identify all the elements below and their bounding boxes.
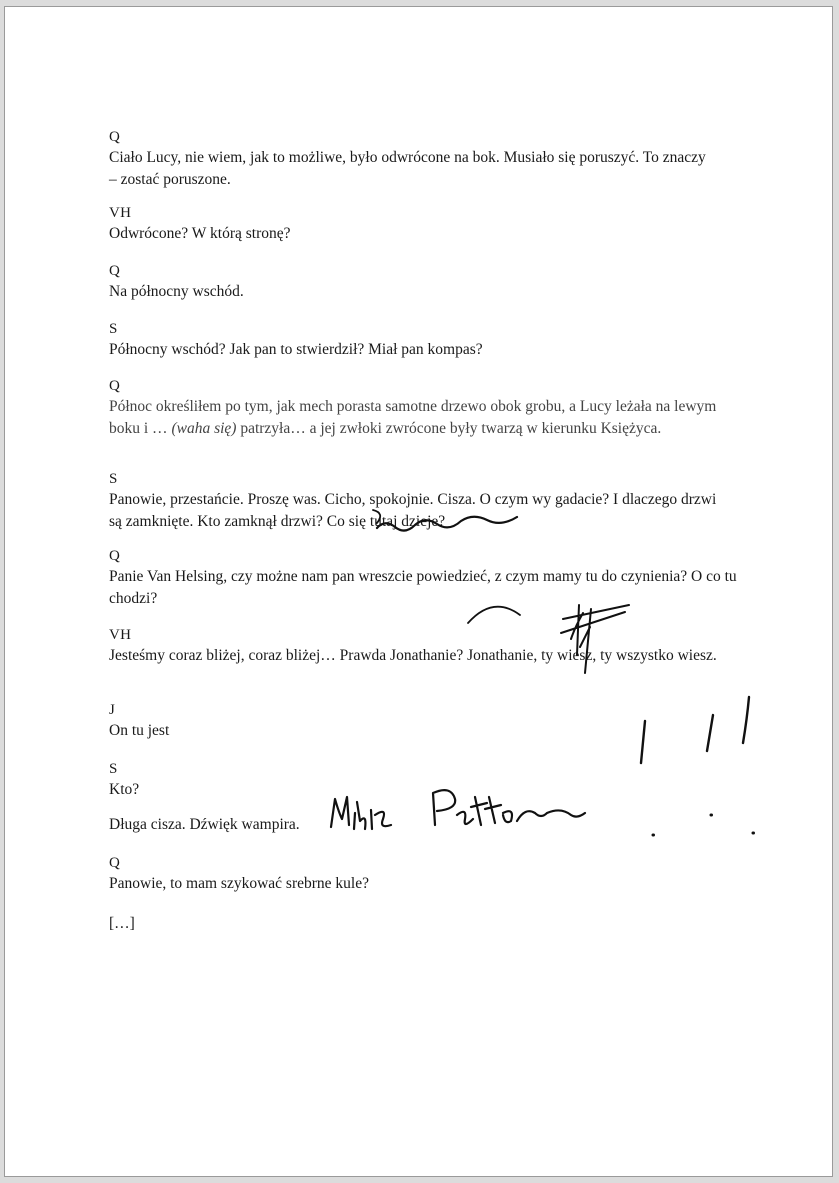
stage-direction: (waha się) [171, 420, 237, 437]
speaker-label: S [109, 321, 118, 337]
dialogue-entry [109, 127, 749, 191]
line-text: Odwrócone? W którą stronę? [109, 225, 291, 242]
line-text: […] [109, 915, 135, 932]
dialogue-entry [109, 853, 749, 895]
dialogue-entry [109, 376, 749, 440]
dialogue-entry [109, 261, 749, 303]
line-text: Panowie, to mam szykować srebrne kule? [109, 875, 369, 892]
line-text: Jesteśmy coraz bliżej, coraz bliżej… Prawda Jonathanie? Jonathanie, ty wiesz, ty wszystko wiesz. [109, 647, 717, 664]
line-text: Panie Van Helsing, czy możne nam pan wreszcie powiedzieć, z czym mamy tu do czynienia? O co tu chodzi? [109, 568, 737, 607]
dialogue-entry [109, 546, 749, 610]
line-text-part: Północ określiłem po tym, jak mech porasta samotne drzewo obok grobu, a Lucy leżała na lewym boku i … [109, 398, 717, 437]
line-text: On tu jest [109, 722, 170, 739]
dialogue-entry [109, 469, 749, 533]
speaker-label: Q [109, 263, 121, 279]
dialogue-entry [109, 203, 749, 245]
dialogue-entry [109, 700, 749, 742]
speaker-label: Q [109, 548, 121, 564]
line-text: Północny wschód? Jak pan to stwierdził? Miał pan kompas? [109, 341, 483, 358]
line-text-part: patrzyła… a jej zwłoki zwrócone były twarzą w kierunku Księżyca. [236, 420, 662, 437]
line-text: Panowie, przestańcie. Proszę was. Cicho, spokojnie. Cisza. O czym wy gadacie? I dlaczego drzwi są zamknięte. Kto zamknął drzwi? Co się tutaj dzieje? [109, 491, 717, 530]
line-text: Na północny wschód. [109, 283, 244, 300]
speaker-label: Q [109, 855, 121, 871]
speaker-label: VH [109, 205, 132, 221]
stage-note [109, 814, 339, 836]
line-text: Długa cisza. Dźwięk wampira. [109, 816, 300, 833]
line-text: Ciało Lucy, nie wiem, jak to możliwe, było odwrócone na bok. Musiało się poruszyć. To znaczy – zostać poruszone. [109, 149, 706, 188]
ellipsis-marker [109, 913, 749, 935]
speaker-label: Q [109, 378, 121, 394]
dialogue-entry [109, 319, 749, 361]
line-text: Kto? [109, 781, 140, 798]
line-text [109, 396, 724, 440]
speaker-label: J [109, 702, 116, 718]
speaker-label: Q [109, 129, 121, 145]
dialogue-entry [109, 625, 749, 667]
speaker-label: VH [109, 627, 132, 643]
speaker-label: S [109, 471, 118, 487]
speaker-label: S [109, 761, 118, 777]
dialogue-entry [109, 759, 749, 801]
document-page [4, 6, 833, 1177]
signature-mike [331, 797, 391, 829]
